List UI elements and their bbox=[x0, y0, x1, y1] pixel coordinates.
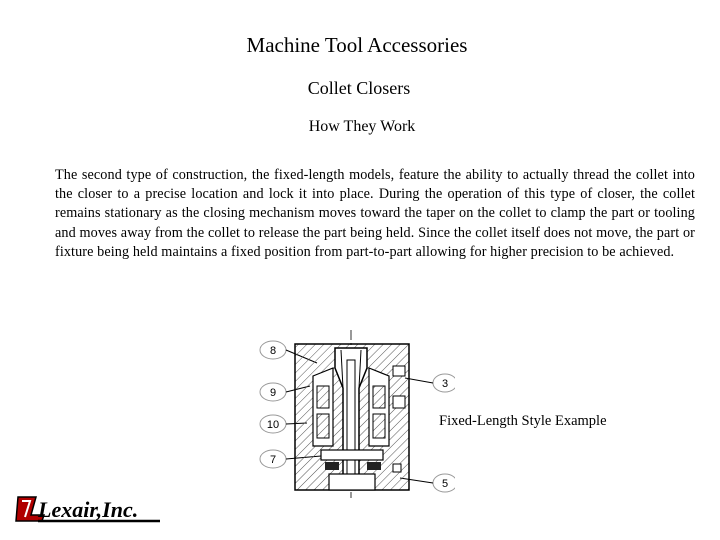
body-paragraph: The second type of construction, the fixed-length models, feature the ability to actually thread the collet into the closer to a precise location and lock it into place. During the operation of this type of closer, the collet remains stationary as the closing mechanism moves toward the taper on the collet to clamp the part or tooling and moves away from the collet to release the part being held. Since the collet itself does not move, the part or fixture being held maintains a fixed position from part-to-part allowing for higher precision to be achieved. bbox=[55, 167, 695, 260]
collet-closer-diagram bbox=[255, 328, 455, 503]
callout-7 bbox=[260, 450, 286, 468]
callout-label: 7 bbox=[269, 454, 277, 466]
callout-label: 3 bbox=[441, 378, 449, 390]
callout-10 bbox=[260, 415, 286, 433]
callout-3 bbox=[433, 374, 455, 392]
callout-8 bbox=[260, 341, 286, 359]
closer-body bbox=[295, 330, 409, 498]
figure-caption: Fixed-Length Style Example bbox=[439, 413, 607, 429]
lexair-logo bbox=[14, 493, 164, 525]
logo-text: Lexair,Inc. bbox=[38, 497, 139, 522]
section-heading: How They Work bbox=[308, 118, 416, 135]
callout-label: 10 bbox=[266, 419, 280, 431]
callout-label: 9 bbox=[269, 387, 277, 399]
page-subtitle: Collet Closers bbox=[307, 78, 411, 98]
callout-9 bbox=[260, 383, 286, 401]
page-title: Machine Tool Accessories bbox=[246, 33, 468, 57]
callout-label: 5 bbox=[441, 478, 449, 490]
callout-5 bbox=[433, 474, 455, 492]
callout-label: 8 bbox=[269, 345, 277, 357]
